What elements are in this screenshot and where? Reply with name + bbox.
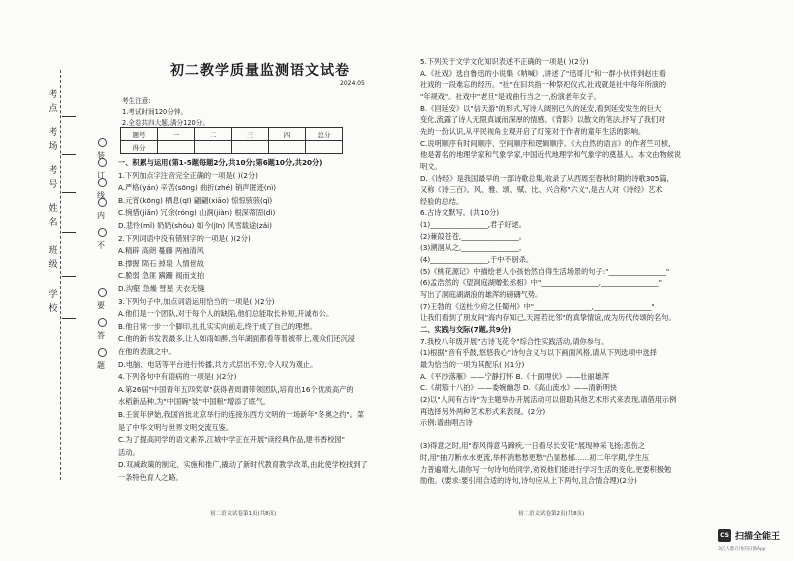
- text-line: C.他的新书发表最多,让人如雨如醉,当年湖面都看等着被带上,观众们还沉浸: [118, 334, 355, 344]
- text-line: (6)孟浩然的《望洞庭湖赠张丞相》中"________________,________________": [420, 278, 662, 288]
- text-line: 二、实践与交际(7题,共9分): [420, 324, 512, 334]
- text-line: (1)根据"音有乎鼓,悠悠我心"诗句含义与以下画面风格,请从下列选项中选择: [420, 348, 657, 358]
- score-cell: [269, 141, 306, 154]
- binding-side-char: 题: [97, 361, 105, 370]
- text-line: 再选择另外两种艺术形式来表现。(2分): [420, 406, 546, 416]
- score-cell: 总分: [306, 128, 343, 141]
- text-line: D.《诗经》是我国最早的一部诗歌总集,收录了从西周至春秋时期的诗歌305篇,: [420, 173, 669, 183]
- left-page-footer: 初二语文试卷第1页(共8页): [210, 511, 277, 517]
- text-line: 6.古诗文默写。(共10分): [420, 208, 500, 218]
- binding-circle: [98, 138, 107, 147]
- binding-side-char: 装: [97, 151, 105, 160]
- text-line: 明文。: [420, 161, 442, 171]
- binding-side-char: 线: [97, 191, 105, 200]
- text-line: A.他们是一个团队,对于每个人的缺陷,他们总能取长补短,开诚布公。: [118, 309, 334, 319]
- binding-label: 班: [48, 246, 58, 256]
- score-table-score-row: [121, 141, 343, 154]
- text-line: 经验的总结。: [420, 196, 464, 206]
- binding-underline: [62, 116, 76, 117]
- text-line: 3.下列句子中,加点词语运用恰当的一项是( )(2分): [118, 296, 275, 306]
- text-line: D.沟壑 急燥 彗星 天衣无缝: [118, 284, 205, 293]
- text-line: 变化,流露了诗人无限真诚而深厚的情感。《背影》以散文的笔法,抒写了我们对: [420, 115, 666, 125]
- text-line: (7)王勃的《送杜少府之任蜀州》中"________________,________________": [420, 301, 655, 311]
- score-cell: [232, 141, 269, 154]
- text-line: (5)《桃花源记》中描绘老人小孩怡然自得生活场景的句子:"________________": [420, 266, 670, 276]
- binding-side-char: 要: [97, 301, 105, 310]
- binding-label: 考: [48, 90, 58, 100]
- scanner-name: 扫描全能王: [735, 532, 781, 542]
- binding-label: 考: [48, 128, 58, 138]
- text-line: 在他的表演之中。: [118, 347, 176, 356]
- score-cell: 得分: [121, 141, 158, 154]
- text-line: 最为恰当的一项为其配乐( )(1分): [420, 359, 525, 369]
- score-cell: 二: [195, 128, 232, 141]
- binding-label: 点: [48, 104, 58, 114]
- binding-label: 号: [48, 180, 58, 190]
- binding-label: 姓: [48, 204, 58, 214]
- text-line: A.严格(yán) 辛苦(sōng) 曲折(zhé) 销声匿迹(nì): [118, 183, 277, 193]
- text-line: (4)________________,于中不厨杀。: [420, 255, 534, 265]
- exam-date: 2024.05: [340, 80, 365, 87]
- binding-circle: [98, 288, 107, 297]
- binding-label: 校: [48, 304, 58, 314]
- text-line: 一、积累与运用(第1-5题每题2分,共10分;第6题10分,共20分): [118, 158, 323, 167]
- text-line: B.壬寅年伊始,我国首批北京举行的连接东西方文明的一场新年"冬奥之约"。菜: [118, 410, 365, 419]
- text-line: 力普遍增大,请你写一句诗句给同学,劝说他们能进行学习生活的变化,更要积极勉: [420, 464, 672, 474]
- text-line: 示例:谱曲唱古诗: [420, 418, 473, 428]
- binding-circle: [98, 228, 107, 237]
- binding-circle: [98, 198, 107, 207]
- score-cell: 三: [232, 128, 269, 141]
- text-line: 4.下列各句中有语病的一项是( )(2分): [118, 372, 237, 382]
- scanner-logo: [718, 527, 786, 557]
- note-line: 1.考试时间120分钟。: [122, 108, 188, 116]
- text-line: 是了中华文明与世界文明交流互鉴。: [118, 422, 234, 432]
- scanner-tagline: 3亿人都在用的扫描App: [718, 547, 766, 552]
- text-line: B.元宵(kōng) 栖息(qī) 翩翩(xiāo) 惊惊骇骇(qǐ): [118, 195, 273, 205]
- text-line: 时,用"抽刀断水水更流,举杯消愁愁更愁"凸显愁郁……初二年学期,学生压: [420, 453, 650, 463]
- text-line: 2.下列词语中没有错别字的一项是( )(2分): [118, 233, 251, 243]
- text-line: 活动。: [118, 447, 140, 457]
- binding-side-char: 答: [97, 331, 105, 340]
- exam-title: 初二教学质量监测语文试卷: [170, 63, 350, 79]
- text-line: 先的一份认识,从平民视角主观开启了灯笼对于作者的童年生活的影响。: [420, 126, 646, 136]
- binding-circle: [98, 318, 107, 327]
- text-line: 1.下列加点字注音完全正确的一项是( )(2分): [118, 170, 258, 180]
- exam-notes: [122, 96, 209, 129]
- score-cell: [158, 141, 195, 154]
- note-line: 考生注意:: [122, 97, 151, 105]
- right-page-footer: 初二语文试卷第2页(共8页): [518, 511, 585, 517]
- text-line: A.《平沙落雁》——宁静打怀 B.《十面埋伏》——壮丽雄浑: [420, 371, 610, 381]
- score-table-header-row: [121, 128, 343, 141]
- text-line: C.《胡笳十八拍》——委婉幽怨 D.《高山流水》——清新明快: [420, 383, 618, 393]
- binding-side-char: 不: [97, 241, 105, 250]
- text-line: A.第26届"中国青年五四奖章"获得者周谓带领团队,培育出16个优质高产的: [118, 384, 354, 394]
- binding-side-char: 内: [97, 211, 105, 220]
- binding-label: 级: [48, 260, 58, 270]
- text-line: 励他。(要求:要引用合适的诗句,诗句应从上下两句,且合情合理)(2分): [420, 476, 637, 486]
- text-line: C.说明顺序有时间顺序、空间顺序和逻辑顺序。《大自然的语言》的作者竺可桢,: [420, 138, 671, 148]
- score-cell: [306, 141, 343, 154]
- text-line: (2)以"人间有古诗"为主题举办开展活动可以借助其他艺术形式来表现,请借用示例: [420, 394, 677, 404]
- text-line: "年规戏"。社戏中"老旦"是戏曲行当之一,扮演老年女子。: [420, 91, 601, 101]
- text-line: (2)蒹葭苍苍,________________。: [420, 231, 526, 241]
- binding-underline: [62, 276, 76, 277]
- binding-underline: [62, 232, 76, 233]
- text-line: (3)得意之时,用"春风得意马蹄疾,一日看尽长安花"展现神采飞扬;悲伤之: [420, 441, 646, 451]
- binding-underline: [62, 318, 76, 319]
- text-line: C.为了提高同学的语文素养,江城中学正在开展"读经典作品,建书香校园": [118, 435, 345, 445]
- text-line: 7.我校八年级开展"古诗飞花令"综合性实践活动,请你参与。: [420, 336, 609, 346]
- text-line: D.悲怜(mǐ) 奶奶(shòu) 如今(jīn) 风雪载途(zǎi): [118, 221, 272, 230]
- text-line: 5.下列关于文学文化知识表述不正确的一项是( )(2分): [420, 57, 589, 66]
- binding-circle: [98, 178, 107, 187]
- text-line: A.《社戏》选自鲁迅的小说集《呐喊》,讲述了"迅哥儿"和一群小伙伴到赵庄看: [420, 68, 666, 78]
- score-cell: [195, 141, 232, 154]
- text-line: 社戏的一段难忘的经历。"社"在旧共指一种祭祀仪式,社戏就是社中每年所演的: [420, 80, 667, 90]
- binding-label: 名: [48, 218, 58, 228]
- text-line: 写出了洞庭湖湖浪的雄浑的磅礴气势。: [420, 290, 543, 299]
- binding-circle: [98, 348, 107, 357]
- binding-dash-line: [60, 70, 61, 480]
- text-line: C.惋惜(jiǎn) 冗余(róng) 山涧(jiàn) 根深蒂固(dì): [118, 208, 276, 218]
- text-line: 一条特色育人之路。: [118, 473, 183, 482]
- text-line: D.电脑、电话等平台进行传播,共方式层出不穷,令人叹为观止。: [118, 359, 318, 369]
- binding-underline: [62, 154, 76, 155]
- text-line: (3)溯洄从之,________________。: [420, 243, 526, 253]
- binding-side-char: 订: [97, 171, 105, 180]
- text-line: 他是著名的地理学家和气象学家,中国近代地理学和气象学的奠基人。本文由物候说: [420, 150, 682, 160]
- text-line: D.双减政策的制定、实施和推广,撬动了新时代教育教学改革,由此使学校找到了: [118, 460, 368, 470]
- text-line: B.他日常一步一个脚印,扎扎实实向前走,终于成了自己的理想。: [118, 321, 317, 331]
- score-cell: 四: [269, 128, 306, 141]
- text-line: (1)________________,君子好逑。: [420, 220, 526, 230]
- score-cell: 一: [158, 128, 195, 141]
- note-line: 2.全卷共四大题,满分120分。: [122, 119, 209, 127]
- binding-underline: [62, 192, 76, 193]
- text-line: 又称《诗三百》。风、雅、颂、赋、比、兴合称"六义",是古人对《诗经》艺术: [420, 185, 663, 195]
- binding-circle: [98, 158, 107, 167]
- text-line: 水稻新品种,为"中国碗"装"中国粮"增添了底气。: [118, 397, 271, 407]
- score-table: [120, 127, 343, 154]
- text-line: 让我们看到了朋友间"海内存知己,天涯若比邻"的真挚情谊,成为历代传颂的名句。: [420, 313, 676, 323]
- scanner-badge-icon: CS: [718, 529, 731, 542]
- score-cell: 题号: [121, 128, 158, 141]
- text-line: C.脆弱 急匪 蹒跚 闻而支拍: [118, 271, 205, 281]
- text-line: B.《回延安》以"信天游"的形式,写诗人阔别已久的延安,看到延安发生的巨大: [420, 103, 662, 113]
- text-line: B.撑握 陨石 掉泉 人情世故: [118, 258, 204, 268]
- text-line: A.精辟 高朗 蔓藤 两袖清风: [118, 246, 204, 256]
- binding-label: 学: [48, 290, 58, 300]
- binding-label: 场: [48, 142, 58, 152]
- binding-label: 考: [48, 166, 58, 176]
